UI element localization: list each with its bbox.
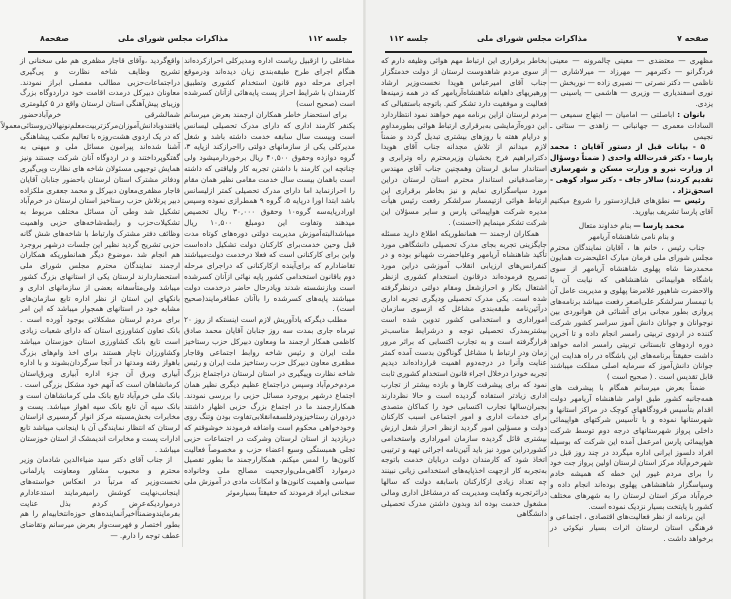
page-title: مذاکرات مجلس شورای ملی <box>477 34 588 43</box>
paragraph: همکاران ارجمند — همانطوریکه اطلاع دارید مسئله جایگزینی تجربه بجای مدرک تحصیلی دانشگاهی مورد تأکید شاهنشاه آریامهر وعلیاحضرت شهبانو بوده و در کنفرانس‌های ارزیابی انقلاب آموزشی دراین مورد تصریح فرموده‌اند درقانون استخدام کشوری ازنظر اشتغال بکار و احرازشغل ومقام دولتی درنظرگرفته شده است. یکی مدرک تحصیلی ودیگری تجربه اداری درآئین‌نامه طبقه‌بندی مشاغل که ازسوی سازمان اموراداری و استخدامی کشور تدوین شده است بیشتربمدرک تحصیلی توجه و درشرایط مناسب‌تر قرارگرفته است و به تجارب اکتسابی که براثر مرور زمان ودر ارتباط با مشاغل گوناگون بدست آمده کمتر عنایت وآنرا در درجه‌دوم اهمیت قرارداده‌اند دیدیم تجربه خودرا درخلال اجراء قانون استخدام کشوری ثابت نمود که برای پیشرفت کارها و بازده بیشتر از تجارب اداری زیادتر استفاده گردیده است و حالا نظردارند بجبران‌سالها تجارب اکتسابی خود را کماکان متصدی برای خدمات اداری و امور اجتماعی اسبب کارکنان دولت و مسؤلین امور گردید ازنظر احراز شغل ارزش بیشتری قائل گردیده سازمان اموراداری واستخدامی کشوردراین مورد نیز باید آئین‌نامه اجرائی تهیه و ترتیبی اتخاذ شود که کارمندان دولت دربایان خدمت باتوجه به‌تجربه کار ازجهت اخذپایه‌های استخدامی زیانی نبینند چه تعداد زیادی ازکارکنان باسابقه دولت که سالها درائرتجربه وکفایت ومدیریت که درمشاغل اداری ومالی مشغول خدمت بوده اند وبدون داشتن مدرک تحصیلی دانشگاهی <box>381 228 547 519</box>
invocation: بنام خداوند متعال <box>578 220 632 230</box>
paragraph: برای استحضار خاطر همکاران ارجمند بعرض میرسانم یکنفر کارمند اداری که دارای مدرک تحصیلی لیسانس است وبیست سال سابقه خدمت داشته باشد و شغل مدیرکلی یکی از سازمانهای دولتی رااحرازکند ازپایه ۳، گروه دوازده وحقوق ۴۰,۵۰۰ ریال برخوردارمیشود ولی چنانچه این کارمند با داشتن تجربه کار ولیاقتی که داشته است باهمان بیست سال خدمت مقامی نظیر همان مقام را احرازنماید اما دارای مدرک تحصیلی کمتر ازلیسانس باشد ابتدا اورا درپایه ۵، گروه ۹ همطرازی نموده وسپس اورادرپایه‌سه گروه۱۰ وحقوق ۳۰,۰۰۰ ریال تخصیص میدهند وتفاوت این دومبلغ ۱۰,۵۰۰ ریال میباشدالبته‌آموزش مدیریت دولتی دوره‌های کوتاه مدت قبل وحین خدمت‌برای کارکنان دولت تشکیل داده‌است واین برای کارکنانی است که فعلا درخدمت دولت‌میباشند تقاضادارم که برای‌آینده ازکارکنانی که دراجرای مرحله دوم باقانون استخدامی کشور پایه نهائی ازآنان کسرشده است وبازنشسته شدند ویادرحال حاضر درخدمت دولت میباشند پایه‌های کسرشده را باآنان عطافرمایند(صحیح است) . <box>184 109 355 314</box>
page-number: صفحه۸ <box>40 34 69 43</box>
page-fold <box>363 0 366 599</box>
column-divider <box>548 57 549 547</box>
page-title: مذاکرات مجلس شورای ملی <box>118 34 229 43</box>
speaker-heading <box>550 221 713 232</box>
paragraph: جناب رئیس ، خانم ها ، آقایان نمایندگان محترم مجلس شورای ملی فرمان مبارک اعلیحضرت همایون محمدرضا شاه پهلوی شاهنشاه آریامهر از سوی باشگاه هوابیمائی شاهنشاهی که نیابت آن با والاحضرت شاهپور غلامرضا پهلوی و مدیریت عامل آن با تیمسار سرلشکر علی‌اصغر رفعت میباشد برنامه‌های پروازی بطور مجانی برای آشنائی فن هوانوردی بین نوجوانان و جوانان دانش آموز سراسر کشور شرکت کننده در اردوی تربیتی رامسر انجام داده و تا آخرین دوره اردوهای تابستانی تربیتی رامسر ادامه خواهد داشت حقیقتاً برنامه‌های این باشگاه در راه هدایت این جوانان دانش‌آموز که سرمایه اصلی مملکت میباشند قابل تقدیس است . ( صحیح است ) <box>550 242 713 382</box>
page-number: صفحه ۷ <box>677 34 709 43</box>
paragraph: مطلب دیگرکه یادآوریش لازم است اینستکه از روز ۲۰ تیرماه جاری بمدت سه روز جنابان آقایان محمد صادق کاظمی همکار ارجمند ما ومعاون دبیرکل حزب رستاخیز ملت ایران و رئیس شاخه روابط اجتماعی وقاجار مظفری معاون دبیرکل حزب رستاخیز ملت ایران و رئیس شاخه نظارت وپیگیری در استان لرستان دراجتماع بزرگ مردم‌خرم‌آباد وسپس دراجتماع عظیم دیگری نظیر همان اجتماع درشهر بروجرد مسائل حزبی را بررسی نمودند. همکارارجمند ما در اجتماع بزرگ حزبی اظهار داشتند دردوران رستاخیزودرفلسفه‌انقلابی‌تفاوت بودن وتنگ روی وخودخواهی محکوم است واضافه فرمودند خوشوقتم که دربازدید از استان لرستان وشرکت در اجتماعات حزبی تجلی همبستگی وسیع اعضاء حزب و مخصوصاً فعالیت کانون‌ها را لمس میکنم. همکارارجمند ما بطور تفصیل درموارد آگاهی‌ملی‌وارجحیت مصالح ملی وخانواده سیاسی واهمیت کانون‌ها و امکانات مادی در آموزش ملی سخنانی ایراد فرمودند که حقیقتاً بسیارموثر <box>184 315 355 497</box>
speaker-label: محمد پارسا — <box>633 220 685 230</box>
text-column <box>184 56 355 499</box>
paragraph: ضمناً بعرض میرسانم همگام با پیشرفت های همه‌جانبه کشور طبق اوامر شاهنشاه آریامهر دولت اقدام بتأسیس فرودگاههای کوچک در مراکز استانها و شهرستانها نموده و با تأسیس شرکتهای هواپیمائی داخلی پرواز شهرستانهای درجه دوم توسط شرکت هواپیمائی پارس امرعمل آمده این شرکت که بوسیله افراد دلسوز ایرانی اداره میگردد در چند روز قبل در شهرخرم‌آباد مرکز استان لرستان اولین پرواز جت خود را برای مردم غیور این خطه که همیشه خادم وسپاسگزار شاهنشاهی پهلوی بوده‌اند انجام داده و خرم‌آباد مرکز استان لرستان را به شهرهای مختلف کشور با پایتخت بسیار نزدیک نموده است. <box>550 382 713 511</box>
paragraph: از جناب آقای دکتر سید ضیاءالدین شادمان وزیر محترم و محبوب مشاور ومعاونت پارلمانی نخست‌وزیر که مرتباً در انعکاس خواسته‌های اینجانب‌نهایت کوشش رامیفرمایند استدعادارم درمواردیکه‌عرض کردم بذل عنایت بفرمایند‌وضمناً‌اخیراًنماینده‌های حوزه‌انتخابیه‌ام را هم بطور اختصار و فهرست‌وار بعرض میرسانم وتقاضای عطف توجه را دارم. — <box>20 455 180 541</box>
text-column <box>381 56 547 520</box>
president-text: نطق‌های قبل‌ازدستور را شروع میکنیم آقای پارسا تشریف بیاورید. <box>550 196 713 217</box>
women-members <box>550 110 713 142</box>
women-label: بانوان : <box>677 109 705 119</box>
paragraph: واقع‌گردید ،وآقای قاجار مظفری هم طی سخنانی از تشریح وظایف شاخه نظارت و پی‌گیری دراجتماعات‌حزبی مطالب مفصلی ابراز نمودند. معاونان دبیرکل درمدت اقامت خود دراردوگاه بزرگ وزیبای پیش‌آهنگی استان لرستان واقع در ۵ کیلومتری شمالشرقی خرم‌آبادحضور یافتندوبادانش‌آموزان‌مرکزتربیت‌معلم‌نونهالان‌روستائی‌معمولاً که در یک اردوی هشت‌روزه با تعالیم مکتب پیشاهنگی آشنا شده‌اند پیرامون مسائل ملی و میهنی به گفتگوپرداختند و در اردوگاه آنان شرکت جستند ونیز همایش توجیهی مسئولان شاخه های نظارت وپی‌گیری ودفاتر مشترک استان لرستان باحضور جنابان آقایان قاجار مظفری‌معاون دبیرکل و محمد جعفری ملکزاده دبیر پرتلاش حزب رستاخیز استان لرستان در خرم‌آباد تشکیل شد وطی آن مسائل مختلف مربوط به تشکیلات‌حزب و رابطه‌شاخه‌های حزبی واهمیت وظائف دفتر مشترک وارتباط با شاخه‌های شش گانه حزبی تشریح گردید نظیر این جلسات درشهر بروجرد هم انجام شد ،موضوع دیگر همانطوریکه همکاران ارجمند نمایندگان محترم مجلس شورای ملی استحضاردارند لرستان یکی از استانهای بزرگ کشور میباشد ولی‌متأسفانه بعضی از سازمانهای اداری و بانکهای این استان از نظر اداره تابع سازمان‌های مشابه خود در استانهای همجوار میباشد که این امر برای مردم لرستان مشکلاتی بوجود آورده است . بانک تعاون کشاورزی استان که دارای شعبات زیادی است تابع بانک کشاورزی استان خوزستان میباشد وکشاورزان ناچار هستند برای اخذ وام‌های بزرگ باهواز رفته ومدتها در آنجا سرگردان‌بشوند و با اداره آبیاری وبرق آن جزء اداره آبیاری وبرق‌استان کرمانشاهان است که آنهم خود مشکل بزرگی است . بانک ملی خرم‌آباد تابع بانک ملی کرمانشاهان است و بانک سپه آن تابع بانک سپه اهواز میباشد. پست و مخابرات بخش‌مسبته مرکز انوار گرمسیری ازاستان لرستان که انتظار نمایندگی آن با اینجانب میباشد تابع ادارات پست و مخابرات اندیمشک از استان خوزستان میباشد . <box>0 56 180 454</box>
session-number: جلسه ۱۱۲ <box>389 34 429 43</box>
session-number: جلسه ۱۱۲ <box>308 34 348 43</box>
attendance-list: مظهری — معتضدی — معینی چالمرونه — معینی فردگرانو — دکترمهر — مهرزاد — میرلاشاری — ناظمی — دکتر نصرتی — نصیری زاده — نوربخش — نوری اسفندیاری — وزیری — هاشمی — یاسینی — یزدی. <box>550 56 713 109</box>
header-rule <box>28 51 352 53</box>
agenda-item <box>550 142 713 196</box>
agenda-text: ۵ - بیانات قبل از دستور آقایان : محمد پارسا - دکتر قدرت‌الله واحدی ( ضمناً دوسؤال از وزارت نیرو و وزارت مسکن و شهرسازی تقدیم کردند) سالار جاف - دکتر سواد کوهی - اسحق‌نژاد . <box>550 142 713 195</box>
invocation-line: و بنام نامی شاهنشاه آریامهر <box>588 231 675 241</box>
president-remark <box>550 196 713 218</box>
paragraph: این برنامه از نظر فعالیت‌های اقتصادی ، اجتماعی و فرهنگی استان لرستان اثرات بسیار نیکوئی در برخواهد داشت . <box>550 512 713 544</box>
paragraph: بخاطر برقراری این ارتباط مهم هوائی وظیفه دارم که از سوی مردم شاهدوست لرستان از دولت خدمتگزار جناب آقای امیرعباس هویدا نخست‌وزیر ارشاد ورهبریهای داهیانه شاهنشاه‌آریامهر که در همه زمینه‌ها فعالیت و موفقیت دارد تشکر کنم. باتوجه باستقبالی که مردم لرستان ازاین برنامه مهم خواهند نمود انتظاردارد این دوره‌آزمایشی به‌برقراری ارتباط هوائی بطورمداوم و درایام هفته با روزهای بیشتری تبدیل گردد و ضمناً لازم میدانم از تلاش مجدانه جناب آقای هویدا دکترابراهیم فرح بخشیان وزیرمحترم راه وترابری و استاندار سابق لرستان وهمچنین جناب آقای مهندس رضاصدقیانی استاندار محترم استان لرستان دراین مورد سپاسگزاری نمایم و نیز بخاطر برقراری این ارتباط هوائی ازتیمسار سرلشکر رفعت رئیس هیأت مدیره شرکت هواپیمائی پارس و سایر مسؤلان این شرکت تشکر مینمایم (احسنت) . <box>381 56 547 227</box>
text-column <box>550 56 713 545</box>
paragraph: مشاغلی را ازقبیل ریاست اداره ومدیرکلی احرازکرده‌اند هنگام اجرای طرح طبقه‌بندی زیان دیده‌اند ودرموقع اجرای مرحله دوم قانون استخدام کشوری وتطبیق کارمندان با شرایط احراز پست پایه‌هائی ازآنان کسرشده است (صحیح است) <box>184 56 355 109</box>
president-label: رئیس — <box>673 196 705 206</box>
header-rule <box>385 51 707 53</box>
women-list: اباصلتی — امامیان — ابتهاج سمیعی — السادات معمری — جهانبانی — زاهدی — ستاتی ـ نجیمی <box>550 109 713 141</box>
text-column <box>0 56 180 542</box>
column-divider <box>182 57 183 547</box>
